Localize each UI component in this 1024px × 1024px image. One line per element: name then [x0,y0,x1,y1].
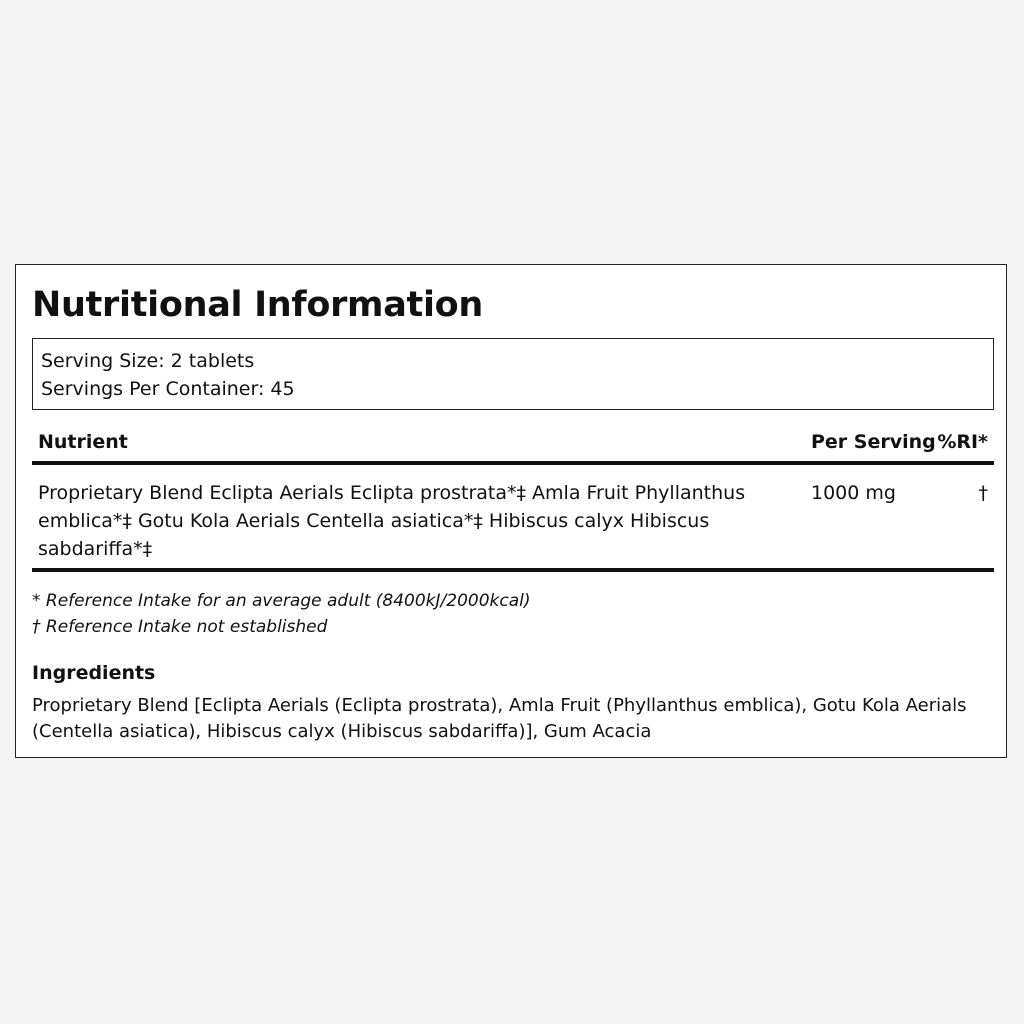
footnotes [32,588,531,640]
ingredients-heading: Ingredients [32,662,156,684]
footnote-not-established: † Reference Intake not established [32,617,328,637]
serving-size: Serving Size: 2 tablets [41,350,255,372]
servings-per-container: Servings Per Container: 45 [41,378,295,400]
panel-title: Nutritional Information [32,285,484,325]
column-header-nutrient: Nutrient [38,431,128,453]
serving-info-box [32,338,994,410]
nutrient-amount: 1000 mg [811,482,896,504]
table-bottom-divider [32,568,994,572]
nutrient-name: Proprietary Blend Eclipta Aerials Eclipta prostrata*‡ Amla Fruit Phyllanthus emblica*‡ Gotu Kola Aerials Centella asiatica*‡ Hibiscus calyx Hibiscus sabdariffa*‡ [38,482,746,560]
nutrient-ri: † [978,482,988,504]
footnote-reference-intake: * Reference Intake for an average adult (8400kJ/2000kcal) [32,591,531,611]
nutrition-panel [15,264,1007,758]
column-header-per-serving: Per Serving [811,431,936,453]
table-header [32,428,994,456]
column-header-ri: %RI* [937,431,988,453]
header-divider [32,461,994,465]
ingredients-text: Proprietary Blend [Eclipta Aerials (Eclipta prostrata), Amla Fruit (Phyllanthus emblica), Gotu Kola Aerials (Centella asiatica), Hibiscus calyx (Hibiscus sabdariffa)], Gum Acacia [32,695,967,742]
